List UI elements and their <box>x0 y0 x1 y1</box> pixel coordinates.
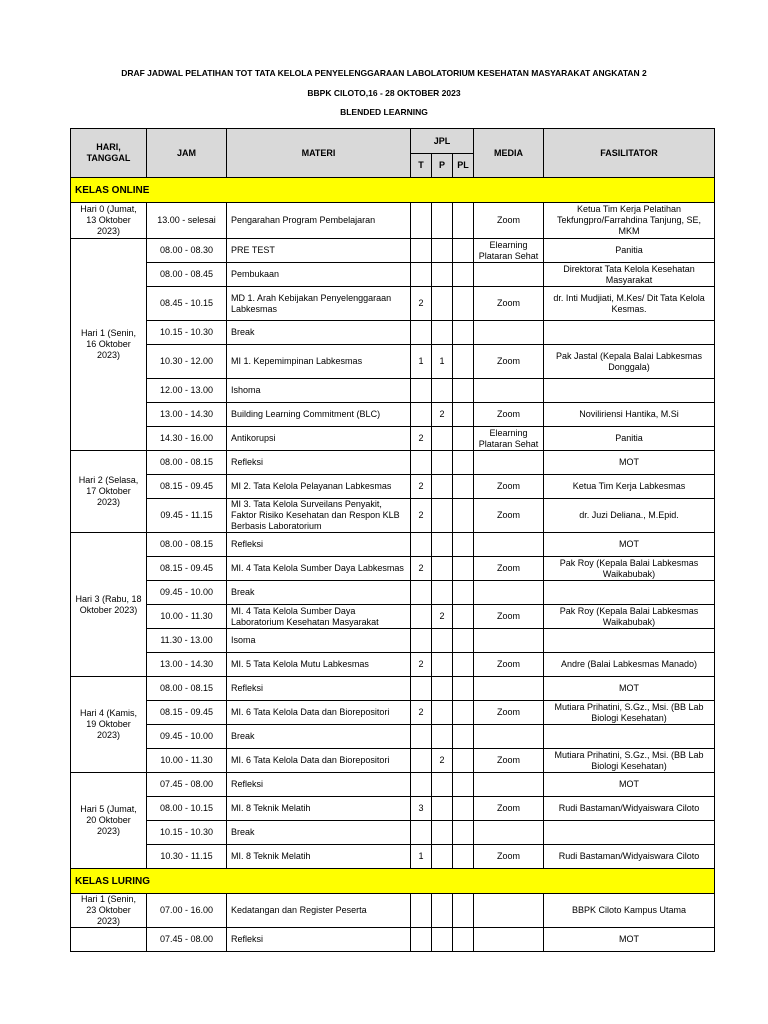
jpl-pl-cell <box>453 605 474 629</box>
schedule-row <box>71 427 715 451</box>
jpl-pl-cell <box>453 203 474 239</box>
section-title: KELAS LURING <box>71 869 715 894</box>
day-cell: Hari 5 (Jumat, 20 Oktober 2023) <box>71 773 147 869</box>
day-cell: Hari 1 (Senin, 16 Oktober 2023) <box>71 239 147 451</box>
jpl-pl-cell <box>453 773 474 797</box>
jpl-t-cell <box>411 773 432 797</box>
col-header-p: P <box>432 154 453 178</box>
jpl-p-cell: 2 <box>432 605 453 629</box>
time-cell: 13.00 - 14.30 <box>147 403 227 427</box>
materi-cell: MI 2. Tata Kelola Pelayanan Labkesmas <box>227 475 411 499</box>
time-cell: 10.30 - 12.00 <box>147 345 227 379</box>
materi-cell: Pembukaan <box>227 263 411 287</box>
jpl-t-cell <box>411 451 432 475</box>
jpl-t-cell: 2 <box>411 557 432 581</box>
schedule-row <box>71 345 715 379</box>
jpl-p-cell <box>432 581 453 605</box>
jpl-pl-cell <box>453 321 474 345</box>
fasilitator-cell <box>544 321 715 345</box>
fasilitator-cell: Rudi Bastaman/Widyaiswara Ciloto <box>544 797 715 821</box>
jpl-t-cell <box>411 749 432 773</box>
media-cell: Zoom <box>474 701 544 725</box>
col-header-materi: MATERI <box>227 129 411 178</box>
schedule-row <box>71 263 715 287</box>
materi-cell: Break <box>227 821 411 845</box>
jpl-t-cell <box>411 821 432 845</box>
jpl-p-cell <box>432 533 453 557</box>
media-cell <box>474 894 544 928</box>
jpl-p-cell <box>432 894 453 928</box>
media-cell <box>474 263 544 287</box>
fasilitator-cell: MOT <box>544 533 715 557</box>
fasilitator-cell <box>544 629 715 653</box>
jpl-pl-cell <box>453 629 474 653</box>
schedule-row <box>71 701 715 725</box>
jpl-t-cell <box>411 403 432 427</box>
fasilitator-cell <box>544 581 715 605</box>
schedule-row <box>71 928 715 952</box>
media-cell <box>474 725 544 749</box>
table-header-row <box>71 129 715 154</box>
jpl-t-cell <box>411 725 432 749</box>
schedule-row <box>71 749 715 773</box>
materi-cell: Refleksi <box>227 451 411 475</box>
time-cell: 08.15 - 09.45 <box>147 701 227 725</box>
jpl-p-cell <box>432 725 453 749</box>
media-cell <box>474 773 544 797</box>
jpl-t-cell <box>411 894 432 928</box>
jpl-t-cell <box>411 203 432 239</box>
jpl-p-cell <box>432 321 453 345</box>
time-cell: 08.00 - 08.30 <box>147 239 227 263</box>
col-header-hari: HARI, TANGGAL <box>71 129 147 178</box>
jpl-pl-cell <box>453 451 474 475</box>
jpl-p-cell <box>432 203 453 239</box>
media-cell: Zoom <box>474 287 544 321</box>
schedule-row <box>71 773 715 797</box>
jpl-p-cell <box>432 629 453 653</box>
materi-cell: MI. 6 Tata Kelola Data dan Biorepositori <box>227 701 411 725</box>
materi-cell: MI. 8 Teknik Melatih <box>227 797 411 821</box>
materi-cell: MI 1. Kepemimpinan Labkesmas <box>227 345 411 379</box>
schedule-row <box>71 629 715 653</box>
jpl-pl-cell <box>453 677 474 701</box>
jpl-t-cell <box>411 581 432 605</box>
time-cell: 10.00 - 11.30 <box>147 605 227 629</box>
col-header-fasilitator: FASILITATOR <box>544 129 715 178</box>
jpl-p-cell <box>432 379 453 403</box>
schedule-row <box>71 725 715 749</box>
time-cell: 12.00 - 13.00 <box>147 379 227 403</box>
fasilitator-cell: MOT <box>544 773 715 797</box>
jpl-t-cell: 2 <box>411 287 432 321</box>
media-cell: Zoom <box>474 605 544 629</box>
time-cell: 08.45 - 10.15 <box>147 287 227 321</box>
time-cell: 07.00 - 16.00 <box>147 894 227 928</box>
time-cell: 13.00 - 14.30 <box>147 653 227 677</box>
fasilitator-cell: dr. Inti Mudjiati, M.Kes/ Dit Tata Kelola Kesmas. <box>544 287 715 321</box>
fasilitator-cell: Ketua Tim Kerja Pelatihan Tekfungpro/Farrahdina Tanjung, SE, MKM <box>544 203 715 239</box>
schedule-row <box>71 321 715 345</box>
jpl-p-cell: 2 <box>432 749 453 773</box>
materi-cell: Break <box>227 321 411 345</box>
time-cell: 10.15 - 10.30 <box>147 821 227 845</box>
jpl-pl-cell <box>453 581 474 605</box>
materi-cell: Break <box>227 725 411 749</box>
time-cell: 08.00 - 08.15 <box>147 533 227 557</box>
time-cell: 10.30 - 11.15 <box>147 845 227 869</box>
schedule-row <box>71 821 715 845</box>
jpl-p-cell <box>432 475 453 499</box>
time-cell: 08.00 - 08.15 <box>147 677 227 701</box>
time-cell: 08.00 - 08.15 <box>147 451 227 475</box>
jpl-p-cell <box>432 821 453 845</box>
jpl-t-cell: 1 <box>411 845 432 869</box>
col-header-jpl: JPL <box>411 129 474 154</box>
jpl-pl-cell <box>453 928 474 952</box>
time-cell: 10.15 - 10.30 <box>147 321 227 345</box>
day-cell: Hari 4 (Kamis, 19 Oktober 2023) <box>71 677 147 773</box>
jpl-t-cell <box>411 263 432 287</box>
media-cell <box>474 821 544 845</box>
fasilitator-cell: Rudi Bastaman/Widyaiswara Ciloto <box>544 845 715 869</box>
materi-cell: Building Learning Commitment (BLC) <box>227 403 411 427</box>
media-cell: Zoom <box>474 499 544 533</box>
time-cell: 07.45 - 08.00 <box>147 928 227 952</box>
jpl-p-cell <box>432 263 453 287</box>
jpl-t-cell: 1 <box>411 345 432 379</box>
col-header-jam: JAM <box>147 129 227 178</box>
jpl-pl-cell <box>453 701 474 725</box>
jpl-t-cell <box>411 629 432 653</box>
jpl-t-cell: 2 <box>411 427 432 451</box>
media-cell: Zoom <box>474 203 544 239</box>
media-cell: Zoom <box>474 653 544 677</box>
time-cell: 09.45 - 11.15 <box>147 499 227 533</box>
fasilitator-cell: Andre (Balai Labkesmas Manado) <box>544 653 715 677</box>
schedule-row <box>71 499 715 533</box>
schedule-row <box>71 379 715 403</box>
jpl-p-cell <box>432 845 453 869</box>
fasilitator-cell: Pak Jastal (Kepala Balai Labkesmas Donggala) <box>544 345 715 379</box>
materi-cell: MI 3. Tata Kelola Surveilans Penyakit, Faktor Risiko Kesehatan dan Respon KLB Berbasis Laboratorium <box>227 499 411 533</box>
fasilitator-cell: Panitia <box>544 427 715 451</box>
fasilitator-cell: Pak Roy (Kepala Balai Labkesmas Waikabubak) <box>544 557 715 581</box>
jpl-t-cell <box>411 533 432 557</box>
schedule-row <box>71 845 715 869</box>
media-cell: Elearning Plataran Sehat <box>474 427 544 451</box>
schedule-row <box>71 451 715 475</box>
materi-cell: Refleksi <box>227 533 411 557</box>
materi-cell: Pengarahan Program Pembelajaran <box>227 203 411 239</box>
fasilitator-cell: Mutiara Prihatini, S.Gz., Msi. (BB Lab Biologi Kesehatan) <box>544 749 715 773</box>
materi-cell: Break <box>227 581 411 605</box>
jpl-pl-cell <box>453 287 474 321</box>
jpl-p-cell <box>432 773 453 797</box>
materi-cell: Refleksi <box>227 677 411 701</box>
section-row <box>71 869 715 894</box>
materi-cell: MI. 8 Teknik Melatih <box>227 845 411 869</box>
jpl-p-cell <box>432 451 453 475</box>
materi-cell: Kedatangan dan Register Peserta <box>227 894 411 928</box>
jpl-t-cell <box>411 321 432 345</box>
jpl-p-cell <box>432 677 453 701</box>
fasilitator-cell: Ketua Tim Kerja Labkesmas <box>544 475 715 499</box>
fasilitator-cell: Noviliriensi Hantika, M.Si <box>544 403 715 427</box>
fasilitator-cell <box>544 725 715 749</box>
media-cell: Zoom <box>474 475 544 499</box>
materi-cell: Ishoma <box>227 379 411 403</box>
jpl-t-cell: 2 <box>411 499 432 533</box>
col-header-media: MEDIA <box>474 129 544 178</box>
day-cell <box>71 928 147 952</box>
jpl-p-cell <box>432 701 453 725</box>
materi-cell: MI. 6 Tata Kelola Data dan Biorepositori <box>227 749 411 773</box>
schedule-row <box>71 475 715 499</box>
media-cell <box>474 533 544 557</box>
time-cell: 09.45 - 10.00 <box>147 581 227 605</box>
schedule-row <box>71 533 715 557</box>
jpl-pl-cell <box>453 653 474 677</box>
time-cell: 08.00 - 08.45 <box>147 263 227 287</box>
time-cell: 07.45 - 08.00 <box>147 773 227 797</box>
schedule-row <box>71 653 715 677</box>
media-cell <box>474 451 544 475</box>
schedule-row <box>71 894 715 928</box>
schedule-table <box>70 128 715 952</box>
media-cell <box>474 629 544 653</box>
media-cell: Zoom <box>474 749 544 773</box>
schedule-row <box>71 287 715 321</box>
fasilitator-cell: dr. Juzi Deliana., M.Epid. <box>544 499 715 533</box>
media-cell: Zoom <box>474 345 544 379</box>
jpl-p-cell: 1 <box>432 345 453 379</box>
jpl-pl-cell <box>453 427 474 451</box>
jpl-p-cell <box>432 797 453 821</box>
document-title: DRAF JADWAL PELATIHAN TOT TATA KELOLA PENYELENGGARAAN LABOLATORIUM KESEHATAN MASYARAKAT ANGKATAN 2 <box>121 68 647 78</box>
jpl-p-cell <box>432 499 453 533</box>
jpl-t-cell <box>411 677 432 701</box>
jpl-pl-cell <box>453 749 474 773</box>
jpl-pl-cell <box>453 263 474 287</box>
jpl-pl-cell <box>453 379 474 403</box>
jpl-pl-cell <box>453 725 474 749</box>
jpl-p-cell <box>432 287 453 321</box>
schedule-body <box>71 178 715 952</box>
fasilitator-cell: MOT <box>544 928 715 952</box>
jpl-p-cell <box>432 239 453 263</box>
jpl-t-cell: 2 <box>411 701 432 725</box>
media-cell: Zoom <box>474 797 544 821</box>
time-cell: 08.00 - 10.15 <box>147 797 227 821</box>
jpl-pl-cell <box>453 403 474 427</box>
media-cell: Zoom <box>474 557 544 581</box>
schedule-row <box>71 203 715 239</box>
fasilitator-cell <box>544 821 715 845</box>
jpl-pl-cell <box>453 475 474 499</box>
media-cell <box>474 321 544 345</box>
day-cell: Hari 3 (Rabu, 18 Oktober 2023) <box>71 533 147 677</box>
fasilitator-cell: Mutiara Prihatini, S.Gz., Msi. (BB Lab Biologi Kesehatan) <box>544 701 715 725</box>
day-cell: Hari 2 (Selasa, 17 Oktober 2023) <box>71 451 147 533</box>
day-cell: Hari 0 (Jumat, 13 Oktober 2023) <box>71 203 147 239</box>
media-cell: Zoom <box>474 403 544 427</box>
jpl-p-cell: 2 <box>432 403 453 427</box>
time-cell: 08.15 - 09.45 <box>147 557 227 581</box>
materi-cell: Refleksi <box>227 773 411 797</box>
schedule-row <box>71 677 715 701</box>
day-cell: Hari 1 (Senin, 23 Oktober 2023) <box>71 894 147 928</box>
materi-cell: MI. 4 Tata Kelola Sumber Daya Laboratorium Kesehatan Masyarakat <box>227 605 411 629</box>
time-cell: 09.45 - 10.00 <box>147 725 227 749</box>
fasilitator-cell: Panitia <box>544 239 715 263</box>
fasilitator-cell: Direktorat Tata Kelola Kesehatan Masyarakat <box>544 263 715 287</box>
jpl-t-cell <box>411 928 432 952</box>
jpl-p-cell <box>432 557 453 581</box>
schedule-row <box>71 403 715 427</box>
materi-cell: MI. 5 Tata Kelola Mutu Labkesmas <box>227 653 411 677</box>
col-header-pl: PL <box>453 154 474 178</box>
media-cell <box>474 928 544 952</box>
jpl-pl-cell <box>453 821 474 845</box>
schedule-row <box>71 581 715 605</box>
fasilitator-cell: MOT <box>544 451 715 475</box>
jpl-t-cell: 3 <box>411 797 432 821</box>
media-cell <box>474 581 544 605</box>
fasilitator-cell: BBPK Ciloto Kampus Utama <box>544 894 715 928</box>
document-location-dates: BBPK CILOTO,16 - 28 OKTOBER 2023 <box>307 88 461 98</box>
jpl-pl-cell <box>453 239 474 263</box>
jpl-pl-cell <box>453 499 474 533</box>
schedule-row <box>71 797 715 821</box>
jpl-t-cell <box>411 605 432 629</box>
time-cell: 14.30 - 16.00 <box>147 427 227 451</box>
col-header-t: T <box>411 154 432 178</box>
schedule-row <box>71 557 715 581</box>
jpl-pl-cell <box>453 533 474 557</box>
media-cell <box>474 677 544 701</box>
jpl-t-cell <box>411 239 432 263</box>
jpl-pl-cell <box>453 894 474 928</box>
fasilitator-cell: Pak Roy (Kepala Balai Labkesmas Waikabubak) <box>544 605 715 629</box>
time-cell: 08.15 - 09.45 <box>147 475 227 499</box>
materi-cell: Antikorupsi <box>227 427 411 451</box>
jpl-p-cell <box>432 928 453 952</box>
materi-cell: MI. 4 Tata Kelola Sumber Daya Labkesmas <box>227 557 411 581</box>
media-cell: Zoom <box>474 845 544 869</box>
jpl-pl-cell <box>453 845 474 869</box>
jpl-pl-cell <box>453 345 474 379</box>
jpl-t-cell: 2 <box>411 653 432 677</box>
time-cell: 10.00 - 11.30 <box>147 749 227 773</box>
media-cell: Elearning Plataran Sehat <box>474 239 544 263</box>
jpl-pl-cell <box>453 557 474 581</box>
section-row <box>71 178 715 203</box>
materi-cell: Refleksi <box>227 928 411 952</box>
jpl-p-cell <box>432 427 453 451</box>
fasilitator-cell: MOT <box>544 677 715 701</box>
schedule-row <box>71 239 715 263</box>
materi-cell: MD 1. Arah Kebijakan Penyelenggaraan Labkesmas <box>227 287 411 321</box>
section-title: KELAS ONLINE <box>71 178 715 203</box>
time-cell: 11.30 - 13.00 <box>147 629 227 653</box>
jpl-p-cell <box>432 653 453 677</box>
document-learning-mode: BLENDED LEARNING <box>340 107 428 117</box>
jpl-t-cell: 2 <box>411 475 432 499</box>
time-cell: 13.00 - selesai <box>147 203 227 239</box>
media-cell <box>474 379 544 403</box>
materi-cell: PRE TEST <box>227 239 411 263</box>
jpl-t-cell <box>411 379 432 403</box>
materi-cell: Isoma <box>227 629 411 653</box>
schedule-row <box>71 605 715 629</box>
jpl-pl-cell <box>453 797 474 821</box>
fasilitator-cell <box>544 379 715 403</box>
